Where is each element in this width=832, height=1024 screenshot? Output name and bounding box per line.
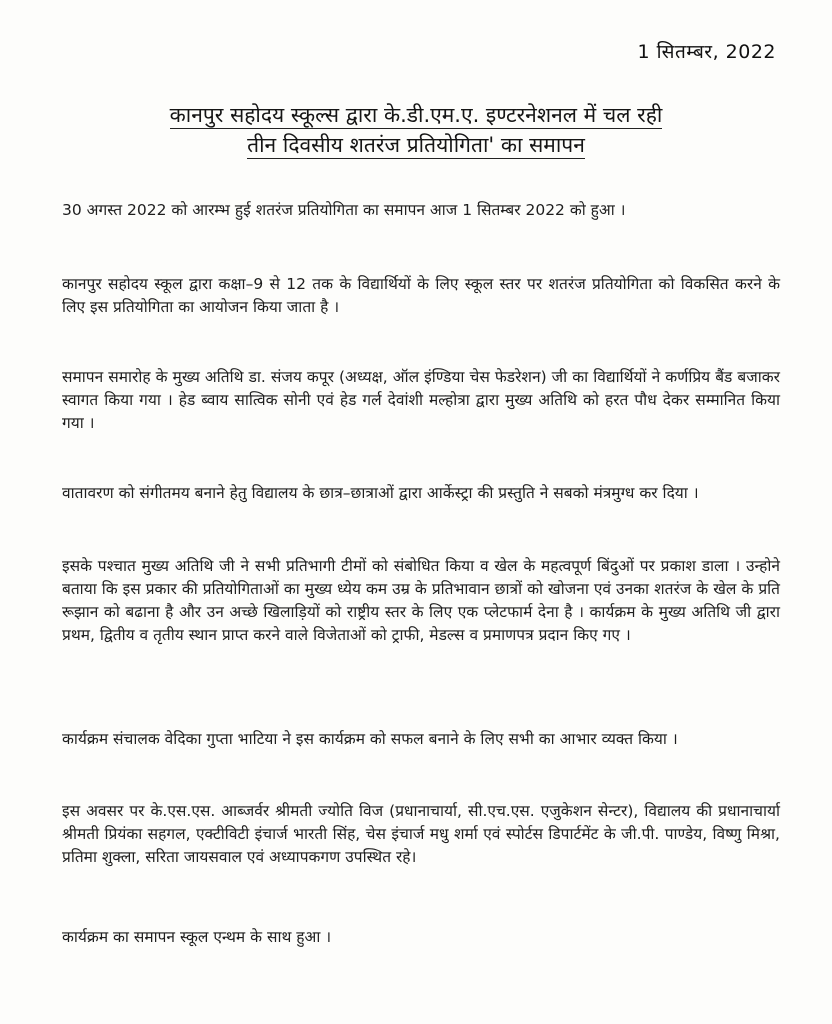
paragraph: समापन समारोह के मुख्य अतिथि डा. संजय कपूर (अध्यक्ष, ऑल इंण्डिया चेस फेडरेशन) जी का विद्यार्थियों ने कर्णप्रिय बैंड बजाकर स्वागत किया गया । हेड ब्वाय सात्विक सोनी एवं हेड गर्ल देवांशी मल्होत्रा द्वारा मुख्य अतिथि को हरत पौध देकर सम्मानित किया गया । bbox=[62, 367, 780, 432]
paragraph: इस अवसर पर के.एस.एस. आब्जर्वर श्रीमती ज्योति विज (प्रधानाचार्या, सी.एच.एस. एजुकेशन सेन्टर), विद्यालय की प्रधानाचार्या श्रीमती प्रियंका सहगल, एक्टीविटी इंचार्ज भारती सिंह, चेस इंचार्ज मधु शर्मा एवं स्पोर्टस डिपार्टमेंट के जी.पी. पाण्डेय, विष्णु मिश्रा, प्रतिमा शुक्ला, सरिता जायसवाल एवं अध्यापकगण उपस्थित रहे। bbox=[62, 801, 780, 866]
paragraph: कार्यक्रम का समापन स्कूल एन्थम के साथ हुआ । bbox=[62, 927, 332, 946]
title-line-2: तीन दिवसीय शतरंज प्रतियोगिता' का समापन bbox=[247, 133, 585, 157]
document-title bbox=[60, 100, 772, 160]
paragraph: वातावरण को संगीतमय बनाने हेतु विद्यालय के छात्र–छात्राओं द्वारा आर्केस्ट्रा की प्रस्तुति ने सबको मंत्रमुग्ध कर दिया । bbox=[62, 483, 699, 502]
paragraph: इसके पश्चात मुख्य अतिथि जी ने सभी प्रतिभागी टीमों को संबोधित किया व खेल के महत्वपूर्ण बिंदुओं पर प्रकाश डाला । उन्होने बताया कि इस प्रकार की प्रतियोगिताओं का मुख्य ध्येय कम उम्र के प्रतिभावान छात्रों को खोजना एवं उनका शतरंज के खेल के प्रति रूझान को बढाना है और उन अच्छे खिलाड़ियों को राष्ट्रीय स्तर के लिए एक प्लेटफार्म देना है । कार्यक्रम के मुख्य अतिथि जी द्वारा प्रथम, द्वितीय व तृतीय स्थान प्राप्त करने वाले विजेताओं को ट्राफी, मेडल्स व प्रमाणपत्र प्रदान किए गए । bbox=[62, 556, 780, 644]
paragraph: कार्यक्रम संचालक वेदिका गुप्ता भाटिया ने इस कार्यक्रम को सफल बनाने के लिए सभी का आभार व्यक्त किया । bbox=[62, 729, 678, 748]
paragraph: 30 अगस्त 2022 को आरम्भ हुई शतरंज प्रतियोगिता का समापन आज 1 सितम्बर 2022 को हुआ । bbox=[62, 200, 626, 219]
title-line-1: कानपुर सहोदय स्कूल्स द्वारा के.डी.एम.ए. इण्टरनेशनल में चल रही bbox=[169, 103, 663, 127]
document-date: 1 सितम्बर, 2022 bbox=[637, 41, 776, 63]
paragraph: कानपुर सहोदय स्कूल द्वारा कक्षा–9 से 12 तक के विद्यार्थियों के लिए स्कूल स्तर पर शतरंज प्रतियोगिता को विकसित करने के लिए इस प्रतियोगिता का आयोजन किया जाता है । bbox=[62, 274, 780, 316]
